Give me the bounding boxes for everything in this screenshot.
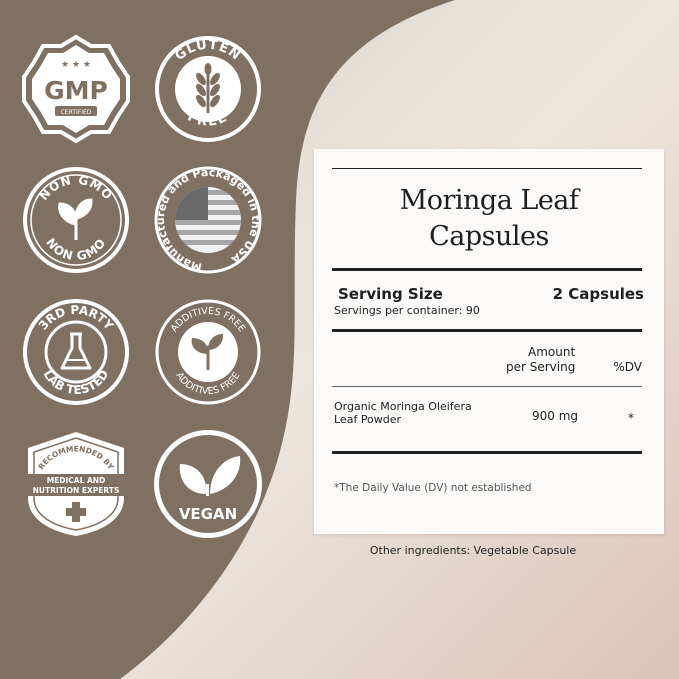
gluten-free-badge <box>152 33 264 145</box>
made-in-usa-badge <box>152 164 264 276</box>
non-gmo-bottom-label: NON GMO <box>43 235 109 264</box>
lab-top-label: 3RD PARTY <box>35 302 117 333</box>
title-divider <box>332 268 642 271</box>
amount-header-line1: Amount <box>528 345 576 359</box>
ingredient-name-line2: Leaf Powder <box>334 413 402 426</box>
amount-header-line2: per Serving <box>506 360 576 374</box>
additives-top-label: ADDITIVES FREE <box>168 305 248 335</box>
gmp-label: GMP <box>44 76 108 105</box>
serving-divider <box>332 329 642 332</box>
product-title-line2: Capsules <box>429 221 549 252</box>
other-ingredients: Other ingredients: Vegetable Capsule <box>369 544 577 557</box>
recommended-experts-badge <box>20 428 132 540</box>
gmp-sub-label: CERTIFIED <box>60 109 92 116</box>
dv-footnote: *The Daily Value (DV) not established <box>334 482 532 494</box>
header-divider <box>332 386 642 387</box>
vegan-badge <box>152 428 264 540</box>
flask-icon <box>62 334 90 368</box>
servings-per-container: Servings per container: 90 <box>334 304 480 317</box>
non-gmo-badge <box>20 164 132 276</box>
dv-header: %DV <box>613 360 642 374</box>
ingredient-name-line1: Organic Moringa Oleifera <box>334 400 472 413</box>
serving-size-value: 2 Capsules <box>552 285 644 303</box>
gluten-bottom-label: FREE <box>185 109 231 130</box>
additives-free-badge <box>152 296 264 408</box>
usa-flag-icon <box>172 184 244 256</box>
supplement-facts-panel <box>314 149 664 534</box>
recommended-line1: MEDICAL AND <box>46 476 106 485</box>
ingredient-amount: 900 mg <box>532 409 579 423</box>
ingredient-dv: * <box>628 411 634 425</box>
gmp-certified-badge <box>20 33 132 145</box>
usa-ring-label: Manufactured and Packaged in the USA <box>153 165 263 274</box>
additives-bottom-label: ADDITIVES FREE <box>173 370 243 398</box>
product-title-line1: Moringa Leaf <box>399 185 579 216</box>
non-gmo-top-label: NON GMO <box>36 172 116 203</box>
recommended-top-label: RECOMMENDED BY <box>36 444 116 472</box>
lab-bottom-label: LAB TESTED <box>40 367 112 398</box>
top-divider <box>332 168 642 169</box>
gluten-top-label: GLUTEN <box>172 37 244 64</box>
vegan-label: VEGAN <box>178 505 238 523</box>
leaf-icon <box>60 200 91 240</box>
lab-tested-badge <box>20 296 132 408</box>
svg-text:★ ★ ★: ★ ★ ★ <box>61 60 91 70</box>
recommended-line2: NUTRITION EXPERTS <box>32 486 120 495</box>
ingredient-divider <box>332 451 642 454</box>
serving-size-label: Serving Size <box>338 285 443 303</box>
